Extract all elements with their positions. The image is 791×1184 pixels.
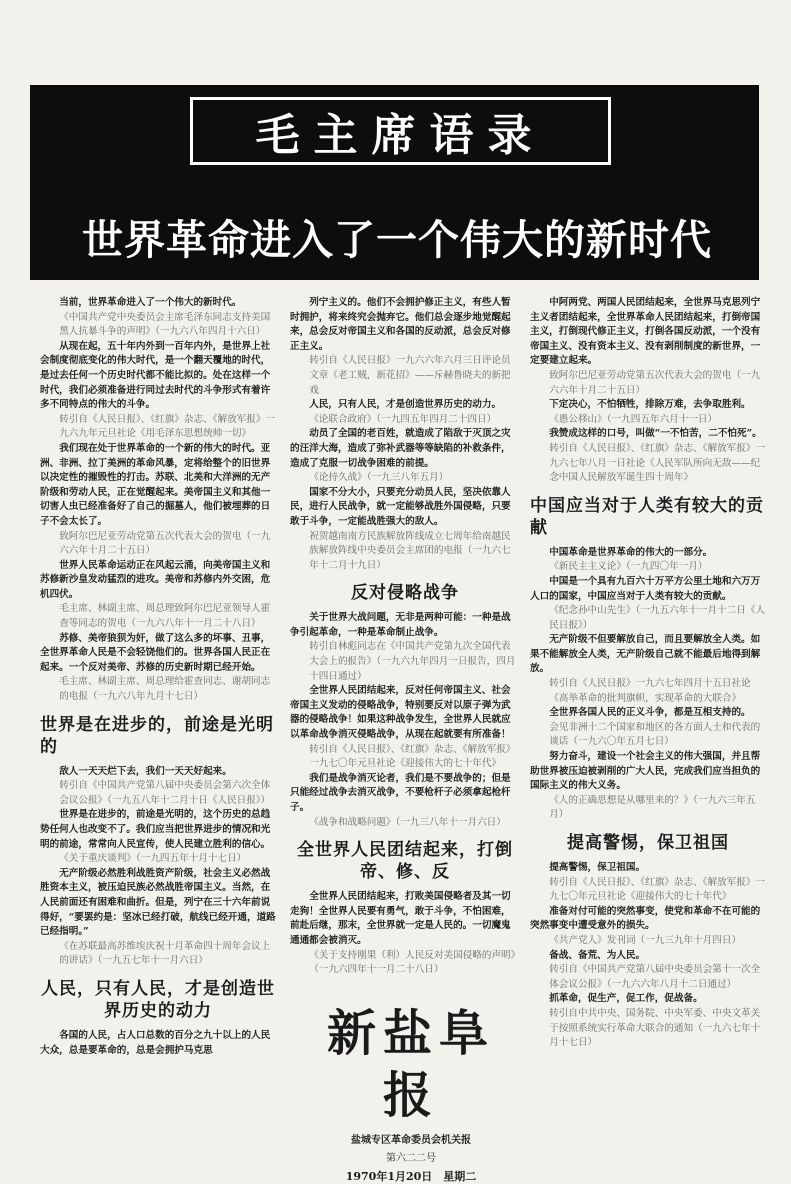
quotation-text: 当前，世界革命进入了一个伟大的新时代。 xyxy=(59,297,242,308)
citation: 《愚公移山》（一九四五年六月十一日） xyxy=(549,413,718,425)
quotation-text: 无产阶级必然胜利战胜资产阶级，社会主义必然战胜资本主义，被压迫民族必然战胜帝国主义。当然，在人民前面还有困难和曲折。但是，列宁在三十六年前说得好，“要罢约是：坚冰已经打破，航线已经开通，道路已经指明。” xyxy=(40,867,276,938)
citation: 转引自《人民日报》、《红旗》杂志、《解放军报》一九七〇年元旦社论《迎接伟大的七十年代》 xyxy=(549,876,766,903)
citation: 转引自《中国共产党第八届中央委员会第十一次全体会议公报》（一九六六年八月十二日通过） xyxy=(549,964,761,990)
quotation-text: 努力奋斗，建设一个社会主义的伟大强国，并且帮助世界被压迫被剥削的广大人民，完成我们应当担负的国际主义的伟大义务。 xyxy=(530,751,761,792)
quotation-text: 无产阶级不但要解放自己，而且要解放全人类。如果不能解放全人类，无产阶级自己就不能最后地得到解放。 xyxy=(530,634,761,675)
publisher-line: 盐城专区革命委员会机关报 xyxy=(351,1135,471,1146)
paragraph-list xyxy=(530,861,766,1051)
quotation-text: 下定决心，不怕牺牲，排除万难，去争取胜利。 xyxy=(549,399,751,411)
citation: 转引自《人民日报》、《红旗》杂志、《解放军报》一九六七年八月一日社论《人民军队所向无敌——纪念中国人民解放军诞生四十周年》 xyxy=(549,442,766,484)
quotation-text: 苏修、美帝狼狈为奸，做了这么多的坏事、丑事，全世界革命人民是不会轻饶他们的。世界各国人民正在起来。一个反对美帝、苏修的历史新时期已经开始。 xyxy=(40,632,271,673)
paragraph-list xyxy=(40,296,276,705)
quotation-text: 列宁主义的。他们不会拥护修正主义，有些人暂时拥护，将来终究会抛弃它。他们总会逐步地觉醒起来，总会反对帝国主义和各国的反动派，总会反对修正主义。 xyxy=(290,297,511,352)
banner-subtitle: 世界革命进入了一个伟大的新时代 xyxy=(82,216,712,264)
section-heading: 全世界人民团结起来，打倒帝、修、反 xyxy=(297,840,513,883)
publication-date: 1970年1月20日 星期二 xyxy=(345,1170,477,1183)
citation: 毛主席、林副主席、周总理给霍查同志、谢胡同志的电报（一九六八年九月十七日） xyxy=(59,676,271,703)
citation: 祝贺越南南方民族解放阵线成立七周年给南越民族解放阵线中央委员会主席团的电报（一九六七年十二月十九日） xyxy=(309,530,511,571)
citation: 转引自中共中央、国务院、中央军委、中央文革关于按照系统实行革命大联合的通知（一九六七年十月十七日） xyxy=(549,1007,761,1049)
quotation-text: 从现在起，五十年内外到一百年内外，是世界上社会制度彻底变化的伟大时代，是一个翻天覆地的时代，是过去任何一个历史时代都不能比拟的。处在这样一个时代，我们必须准备进行同过去时代的斗争形式有着许多不同特点的伟大的斗争。 xyxy=(40,340,271,411)
citation: 《新民主主义论》（一九四〇年一月） xyxy=(549,561,708,573)
banner-title: 毛主席语录 xyxy=(255,110,546,161)
paragraph-list xyxy=(40,765,276,969)
quotation-text: 抓革命，促生产，促工作，促战备。 xyxy=(549,993,703,1005)
quotation-text: 我们现在处于世界革命的一个新的伟大的时代。亚洲、非洲、拉丁美洲的革命风暴，定将给整个的旧世界以决定性的摧毁性的打击。苏联、北美和大洋洲的无产阶级和劳动人民，正在觉醒起来。美帝国主义和其他一切害人虫已经准备好了自己的掘墓人，他们被埋葬的日子不会太长了。 xyxy=(40,442,271,527)
citation: 《战争和战略问题》（一九三八年十一月六日） xyxy=(309,816,506,828)
citation: 转引自《人民日报》、《红旗》杂志、《解放军报》一九六九年元旦社论《用毛泽东思想统帅一切》 xyxy=(59,413,276,440)
citation: 《关于重庆谈判》（一九四五年十月十七日） xyxy=(59,853,247,865)
citation: 转引自《中国共产党第八届中央委员会第六次全体会议公报》（一九五八年十二月十日《人民日报》） xyxy=(59,780,271,806)
section-heading: 中国应当对于人类有较大的贡献 xyxy=(530,495,764,538)
quotation-text: 全世界人民团结起来，打败美国侵略者及其一切走狗！全世界人民要有勇气，敢于斗争，不怕困难，前赴后继，那末，全世界就一定是人民的。一切魔鬼通通都会被消灭。 xyxy=(290,891,511,946)
citation: 《论联合政府》（一九四五年四月二十四日） xyxy=(309,413,497,425)
paragraph-list xyxy=(40,1029,276,1058)
quotation-text: 全世界人民团结起来，反对任何帝国主义、社会帝国主义发动的侵略战争，特别要反对以原子弹为武器的侵略战争！如果这种战争发生，全世界人民就应以革命战争消灭侵略战争，从现在起就要有所准备！ xyxy=(290,685,511,741)
issue-number: 第六二二号 xyxy=(386,1153,436,1164)
citation: 致阿尔巴尼亚劳动党第五次代表大会的贺电（一九六六年十月二十五日） xyxy=(59,530,271,557)
section-heading: 人民，只有人民，才是创造世界历史的动力 xyxy=(41,978,275,1021)
quotation-text: 人民，只有人民，才是创造世界历史的动力。 xyxy=(309,399,502,411)
newspaper-masthead xyxy=(300,1003,522,1183)
quotation-text: 全世界各国人民的正义斗争，都是互相支持的。 xyxy=(549,707,751,719)
citation: 毛主席、林副主席、周总理致阿尔巴尼亚领导人霍查等同志的贺电（一九六八年十一月二十八日） xyxy=(59,603,271,630)
quotation-text: 提高警惕，保卫祖国。 xyxy=(549,862,646,873)
quotation-text: 准备对付可能的突然事变，使党和革命不在可能的突然事变中遭受意外的损失。 xyxy=(530,905,761,932)
banner-title-frame xyxy=(190,97,611,165)
paragraph-list xyxy=(290,611,520,830)
citation: 转引自林彪同志在《中国共产党第九次全国代表大会上的报告》（一九六九年四月一日报告，四月十四日通过） xyxy=(309,641,516,682)
citation: 转引自《人民日报》一九六七年四月十五日社论《高举革命的批判旗帜，实现革命的大联合》 xyxy=(549,678,751,704)
quotation-text: 中国革命是世界革命的伟大的一部分。 xyxy=(549,546,713,558)
citation: 《关于支持刚果（利）人民反对美国侵略的声明》（一九六四年十一月二十八日） xyxy=(309,949,516,976)
citation: 《人的正确思想是从哪里来的？》（一九六三年五月） xyxy=(549,794,756,821)
paragraph-list xyxy=(530,296,766,486)
citation: 《论持久战》（一九三八年五月） xyxy=(309,472,449,484)
quotation-text: 中阿两党、两国人民团结起来，全世界马克思列宁主义者团结起来，全世界革命人民团结起来，打倒帝国主义，打倒现代修正主义，打倒各国反动派，一个没有帝国主义、没有资本主义、没有剥削制度的新世界，一定要建立起来。 xyxy=(530,297,761,367)
quotation-text: 我们是战争消灭论者，我们是不要战争的；但是只能经过战争去消灭战争，不要枪杆子必须拿起枪杆子。 xyxy=(290,772,511,813)
quotation-text: 动员了全国的老百姓，就造成了陷敌于灭顶之灾的汪洋大海，造成了弥补武器等等缺陷的补救条件，造成了克服一切战争困难的前提。 xyxy=(290,428,511,469)
section-heading: 提高警惕，保卫祖国 xyxy=(567,833,729,853)
quotation-text: 国家不分大小，只要充分动员人民，坚决依靠人民，进行人民战争，就一定能够战胜外国侵略，只要敢于斗争，一定能战胜强大的敌人。 xyxy=(290,486,511,527)
paragraph-list xyxy=(290,296,520,573)
quotation-text: 中国是一个具有九百六十万平方公里土地和六万万人口的国家，中国应当对于人类有较大的贡献。 xyxy=(530,575,761,602)
section-heading: 反对侵略战争 xyxy=(351,583,459,604)
column-right xyxy=(530,296,766,1051)
column-middle xyxy=(290,296,520,978)
quotation-text: 备战、备荒、为人民。 xyxy=(549,949,646,961)
column-left xyxy=(40,296,276,1058)
quotation-text: 各国的人民，占人口总数的百分之九十以上的人民大众，总是要革命的，总是会拥护马克思 xyxy=(40,1029,271,1056)
citation: 《中国共产党中央委员会主席毛泽东同志支持美国黑人抗暴斗争的声明》（一九六八年四月十六日） xyxy=(59,311,271,338)
quotation-banner xyxy=(30,85,759,280)
quotation-text: 关于世界大战问题，无非是两种可能：一种是战争引起革命，一种是革命制止战争。 xyxy=(290,612,511,638)
citation: 《纪念孙中山先生》（一九五六年十一月十二日《人民日报》） xyxy=(549,605,766,631)
citation: 转引自《人民日报》、《红旗》杂志、《解放军报》一九七〇年元旦社论《迎接伟大的七十年代》 xyxy=(309,743,516,770)
section-heading: 世界是在进步的，前途是光明的 xyxy=(40,714,274,757)
quotation-text: 敌人一天天烂下去，我们一天天好起来。 xyxy=(59,765,232,777)
paragraph-list xyxy=(530,546,766,823)
paragraph-list xyxy=(290,890,520,978)
quotation-text: 我赞成这样的口号，叫做“一不怕苦，二不怕死”。 xyxy=(549,428,762,440)
citation: 致阿尔巴尼亚劳动党第五次代表大会的贺电（一九六六年十月二十五日） xyxy=(549,369,761,396)
quotation-text: 世界人民革命运动正在风起云涌，向美帝国主义和苏修新沙皇发动猛烈的进攻。美帝和苏修内外交困，危机四伏。 xyxy=(40,559,271,600)
citation: 《在苏联最高苏维埃庆祝十月革命四十周年会议上的讲话》（一九五七年十一月六日） xyxy=(59,940,271,967)
citation: 《共产党人》发刊词（一九三九年十月四日） xyxy=(549,934,742,946)
citation: 转引自《人民日报》一九六六年六月三日评论员文章《老工贼，新花招》——斥赫鲁晓夫的新把戏 xyxy=(309,355,511,396)
citation: 会见非洲十二个国家和地区的各方面人士和代表的谈话（一九六〇年五月七日） xyxy=(549,721,761,748)
quotation-text: 世界是在进步的，前途是光明的，这个历史的总趋势任何人也改变不了。我们应当把世界进步的情况和光明的前途，常常向人民宣传，使人民建立胜利的信心。 xyxy=(40,809,271,850)
newspaper-name: 新盐阜报 xyxy=(326,1005,495,1124)
